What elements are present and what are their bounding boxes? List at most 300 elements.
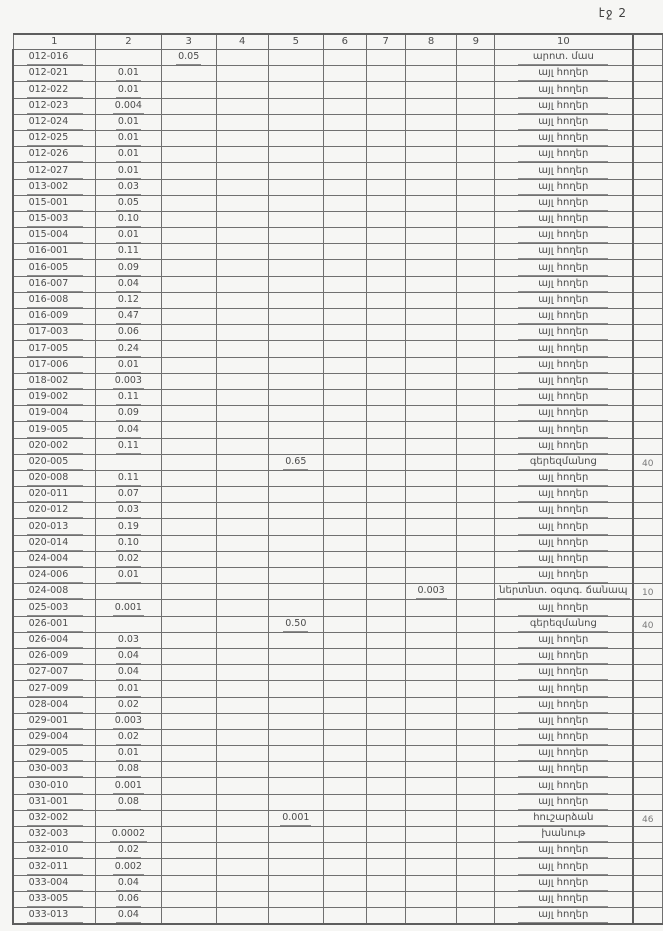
cell-col9 <box>457 843 495 859</box>
cell-col2 <box>96 82 162 98</box>
cell-col7 <box>366 535 405 551</box>
scanned-table-area <box>12 33 663 925</box>
cell-text: խանութ <box>518 828 608 842</box>
cell-col3 <box>161 907 216 924</box>
cell-col4 <box>216 487 268 503</box>
cell-col4 <box>216 827 268 843</box>
cell-col6 <box>324 746 366 762</box>
cell-col5 <box>268 568 324 584</box>
cell-col5 <box>268 373 324 389</box>
cell-col1 <box>13 729 96 745</box>
cell-col5 <box>268 98 324 114</box>
cell-col6 <box>324 244 366 260</box>
cell-col7 <box>366 794 405 810</box>
cell-col3 <box>161 551 216 567</box>
cell-text: այլ հողեր <box>518 84 608 98</box>
cell-col8 <box>405 406 457 422</box>
column-header-8: 8 <box>405 34 457 50</box>
cell-text: 016-007 <box>27 278 83 292</box>
cell-text: 0.01 <box>116 683 141 697</box>
cell-col3 <box>161 98 216 114</box>
cell-col1 <box>13 859 96 875</box>
cell-text: 0.003 <box>416 585 447 599</box>
column-header-1: 1 <box>13 34 96 50</box>
cell-col4 <box>216 551 268 567</box>
cell-col6 <box>324 98 366 114</box>
cell-text: այլ հողեր <box>518 391 608 405</box>
cell-col8 <box>405 487 457 503</box>
cell-col2 <box>96 665 162 681</box>
cell-text: այլ հողեր <box>518 796 608 810</box>
cell-col10 <box>495 357 633 373</box>
column-header-6: 6 <box>324 34 366 50</box>
cell-col4 <box>216 228 268 244</box>
table-row <box>13 438 663 454</box>
cell-col9 <box>457 50 495 66</box>
cell-col6 <box>324 907 366 924</box>
cell-col1 <box>13 891 96 907</box>
cell-text: 0.07 <box>116 488 141 502</box>
cell-col10 <box>495 632 633 648</box>
cell-text: 0.01 <box>116 67 141 81</box>
margin-note <box>633 470 663 486</box>
cell-col8 <box>405 195 457 211</box>
cell-col7 <box>366 810 405 826</box>
margin-note <box>633 827 663 843</box>
cell-text: 0.01 <box>116 747 141 761</box>
cell-text: այլ հողեր <box>518 326 608 340</box>
cell-col3 <box>161 276 216 292</box>
cell-text: 029-001 <box>27 715 83 729</box>
table-row <box>13 422 663 438</box>
margin-note <box>633 276 663 292</box>
cell-col8 <box>405 616 457 632</box>
cell-col3 <box>161 373 216 389</box>
cell-col3 <box>161 309 216 325</box>
cell-text: 027-009 <box>27 683 83 697</box>
table-row <box>13 778 663 794</box>
cell-col7 <box>366 487 405 503</box>
cell-text: այլ հողեր <box>518 553 608 567</box>
cell-text: 030-003 <box>27 763 83 777</box>
cell-col2 <box>96 244 162 260</box>
cell-col8 <box>405 147 457 163</box>
cell-col1 <box>13 163 96 179</box>
cell-col9 <box>457 470 495 486</box>
table-row <box>13 843 663 859</box>
cell-col7 <box>366 470 405 486</box>
cell-col6 <box>324 260 366 276</box>
column-header-2: 2 <box>96 34 162 50</box>
cell-col10 <box>495 891 633 907</box>
cell-col1 <box>13 794 96 810</box>
table-row <box>13 810 663 826</box>
cell-col8 <box>405 907 457 924</box>
cell-col1 <box>13 292 96 308</box>
cell-col10 <box>495 147 633 163</box>
cell-col1 <box>13 422 96 438</box>
margin-note <box>633 98 663 114</box>
cell-col1 <box>13 389 96 405</box>
cell-text: այլ հողեր <box>518 229 608 243</box>
cell-col6 <box>324 665 366 681</box>
cell-col1 <box>13 325 96 341</box>
cell-col3 <box>161 341 216 357</box>
cell-col7 <box>366 98 405 114</box>
cell-col5 <box>268 276 324 292</box>
margin-note <box>633 422 663 438</box>
cell-col7 <box>366 179 405 195</box>
cell-col5 <box>268 179 324 195</box>
cell-text: 015-003 <box>27 213 83 227</box>
cell-col2 <box>96 211 162 227</box>
cell-col3 <box>161 600 216 616</box>
cell-col6 <box>324 762 366 778</box>
cell-col9 <box>457 616 495 632</box>
cell-text: այլ հողեր <box>518 650 608 664</box>
cell-text: 0.06 <box>116 893 141 907</box>
cell-col10 <box>495 519 633 535</box>
cell-col8 <box>405 600 457 616</box>
cell-col1 <box>13 519 96 535</box>
cell-col10 <box>495 487 633 503</box>
table-row <box>13 470 663 486</box>
margin-note <box>633 697 663 713</box>
cell-col2 <box>96 616 162 632</box>
cell-col10 <box>495 50 633 66</box>
table-row <box>13 373 663 389</box>
cell-text: 032-003 <box>27 828 83 842</box>
cell-col5 <box>268 244 324 260</box>
cell-text: 012-025 <box>27 132 83 146</box>
table-row <box>13 406 663 422</box>
cell-col2 <box>96 147 162 163</box>
margin-note-header <box>633 34 663 50</box>
cell-col7 <box>366 681 405 697</box>
cell-col2 <box>96 454 162 470</box>
cell-col2 <box>96 276 162 292</box>
cell-col1 <box>13 843 96 859</box>
cell-col3 <box>161 195 216 211</box>
cell-col10 <box>495 746 633 762</box>
margin-note: 10 <box>633 584 663 600</box>
cell-col5 <box>268 810 324 826</box>
cell-col3 <box>161 487 216 503</box>
cell-text: 020-005 <box>27 456 83 470</box>
cell-col5 <box>268 163 324 179</box>
cell-col9 <box>457 373 495 389</box>
cell-text: 0.01 <box>116 132 141 146</box>
cell-col4 <box>216 309 268 325</box>
cell-col10 <box>495 389 633 405</box>
cell-col1 <box>13 470 96 486</box>
margin-note <box>633 179 663 195</box>
cell-text: այլ հողեր <box>518 100 608 114</box>
cell-col4 <box>216 438 268 454</box>
cell-col7 <box>366 82 405 98</box>
cell-col10 <box>495 697 633 713</box>
cell-col9 <box>457 260 495 276</box>
cell-col4 <box>216 454 268 470</box>
table-row <box>13 568 663 584</box>
cell-col8 <box>405 373 457 389</box>
column-header-4: 4 <box>216 34 268 50</box>
cell-col1 <box>13 827 96 843</box>
cell-col4 <box>216 98 268 114</box>
cell-text: 015-004 <box>27 229 83 243</box>
cell-text: 0.04 <box>116 278 141 292</box>
cell-text: 020-008 <box>27 472 83 486</box>
cell-text: այլ հողեր <box>518 262 608 276</box>
cell-col10 <box>495 827 633 843</box>
cell-text: 0.04 <box>116 877 141 891</box>
cell-col5 <box>268 681 324 697</box>
cell-col2 <box>96 114 162 130</box>
cell-text: այլ հողեր <box>518 148 608 162</box>
cell-col6 <box>324 406 366 422</box>
cell-text: 0.03 <box>116 634 141 648</box>
cell-col4 <box>216 616 268 632</box>
cell-col10 <box>495 665 633 681</box>
cell-col5 <box>268 325 324 341</box>
cell-col4 <box>216 244 268 260</box>
cell-col4 <box>216 114 268 130</box>
cell-text: 019-004 <box>27 407 83 421</box>
cell-col7 <box>366 697 405 713</box>
cell-col4 <box>216 681 268 697</box>
cell-col4 <box>216 503 268 519</box>
cell-text: այլ հողեր <box>518 569 608 583</box>
cell-col2 <box>96 357 162 373</box>
cell-col9 <box>457 211 495 227</box>
cell-col6 <box>324 778 366 794</box>
cell-col9 <box>457 309 495 325</box>
cell-col10 <box>495 503 633 519</box>
cell-col4 <box>216 357 268 373</box>
cell-col10 <box>495 130 633 146</box>
cell-text: այլ հողեր <box>518 844 608 858</box>
cell-col3 <box>161 810 216 826</box>
cell-col4 <box>216 762 268 778</box>
cell-text: այլ հողեր <box>518 359 608 373</box>
cell-col2 <box>96 130 162 146</box>
cell-col6 <box>324 438 366 454</box>
cell-text: 019-005 <box>27 424 83 438</box>
cell-text: այլ հողեր <box>518 602 608 616</box>
cell-col8 <box>405 568 457 584</box>
cell-col10 <box>495 179 633 195</box>
margin-note <box>633 309 663 325</box>
cell-col9 <box>457 729 495 745</box>
cell-text: 016-005 <box>27 262 83 276</box>
margin-note <box>633 244 663 260</box>
cell-col1 <box>13 438 96 454</box>
cell-col7 <box>366 568 405 584</box>
page-number-label: էջ 2 <box>598 6 627 20</box>
cell-col5 <box>268 519 324 535</box>
table-row <box>13 746 663 762</box>
cell-text: 026-004 <box>27 634 83 648</box>
cell-col7 <box>366 503 405 519</box>
cell-col6 <box>324 454 366 470</box>
cell-col7 <box>366 519 405 535</box>
cell-col2 <box>96 373 162 389</box>
table-row <box>13 551 663 567</box>
cell-col9 <box>457 276 495 292</box>
cell-col7 <box>366 454 405 470</box>
table-row <box>13 211 663 227</box>
cell-text: 0.09 <box>116 407 141 421</box>
cell-col4 <box>216 373 268 389</box>
cell-col6 <box>324 422 366 438</box>
cell-col5 <box>268 66 324 82</box>
cell-text: 017-006 <box>27 359 83 373</box>
cell-col7 <box>366 762 405 778</box>
table-row <box>13 794 663 810</box>
cell-text: 0.01 <box>116 165 141 179</box>
margin-note: 40 <box>633 454 663 470</box>
cell-col2 <box>96 843 162 859</box>
cell-col7 <box>366 211 405 227</box>
cell-col7 <box>366 228 405 244</box>
cell-col10 <box>495 810 633 826</box>
table-row <box>13 681 663 697</box>
cell-col4 <box>216 130 268 146</box>
margin-note <box>633 66 663 82</box>
cell-col2 <box>96 827 162 843</box>
cell-text: այլ հողեր <box>518 861 608 875</box>
cell-text: 0.08 <box>116 763 141 777</box>
cell-col1 <box>13 810 96 826</box>
cell-col6 <box>324 292 366 308</box>
cell-col2 <box>96 713 162 729</box>
cell-col7 <box>366 665 405 681</box>
cell-col9 <box>457 66 495 82</box>
cell-col2 <box>96 292 162 308</box>
cell-col6 <box>324 697 366 713</box>
cell-col5 <box>268 114 324 130</box>
cell-col10 <box>495 114 633 130</box>
cell-col6 <box>324 325 366 341</box>
cell-col10 <box>495 875 633 891</box>
cell-col10 <box>495 762 633 778</box>
cell-col6 <box>324 681 366 697</box>
cell-text: 032-002 <box>27 812 83 826</box>
cell-col8 <box>405 891 457 907</box>
cell-col8 <box>405 794 457 810</box>
cell-col3 <box>161 875 216 891</box>
cell-col6 <box>324 535 366 551</box>
cell-col5 <box>268 292 324 308</box>
cell-col2 <box>96 681 162 697</box>
margin-note <box>633 195 663 211</box>
cell-col9 <box>457 827 495 843</box>
cell-text: այլ հողեր <box>518 909 608 923</box>
cell-col4 <box>216 260 268 276</box>
cell-col5 <box>268 422 324 438</box>
cell-col2 <box>96 762 162 778</box>
margin-note <box>633 406 663 422</box>
table-row <box>13 389 663 405</box>
cell-col1 <box>13 341 96 357</box>
cell-col4 <box>216 406 268 422</box>
margin-note <box>633 260 663 276</box>
cell-text: 033-013 <box>27 909 83 923</box>
cell-col1 <box>13 681 96 697</box>
cell-col1 <box>13 762 96 778</box>
cell-col6 <box>324 373 366 389</box>
cell-text: 0.04 <box>116 909 141 923</box>
cell-col1 <box>13 907 96 924</box>
cell-col6 <box>324 389 366 405</box>
table-row <box>13 309 663 325</box>
cell-col8 <box>405 470 457 486</box>
cell-text: 020-012 <box>27 504 83 518</box>
cell-text: 020-011 <box>27 488 83 502</box>
cell-col4 <box>216 389 268 405</box>
cell-text: այլ հողեր <box>518 537 608 551</box>
cell-text: 0.06 <box>116 326 141 340</box>
cell-col3 <box>161 535 216 551</box>
cell-text: այլ հողեր <box>518 375 608 389</box>
cell-col10 <box>495 309 633 325</box>
cell-col7 <box>366 827 405 843</box>
cell-col10 <box>495 98 633 114</box>
cell-text: 0.11 <box>116 391 141 405</box>
cell-col2 <box>96 810 162 826</box>
cell-col8 <box>405 66 457 82</box>
cell-col1 <box>13 713 96 729</box>
cell-col10 <box>495 794 633 810</box>
cell-col3 <box>161 389 216 405</box>
cell-col6 <box>324 276 366 292</box>
cell-col4 <box>216 82 268 98</box>
cell-col9 <box>457 891 495 907</box>
cell-text: 0.04 <box>116 666 141 680</box>
margin-note <box>633 681 663 697</box>
cell-col10 <box>495 406 633 422</box>
cell-col5 <box>268 729 324 745</box>
cell-col6 <box>324 859 366 875</box>
margin-note <box>633 746 663 762</box>
margin-note <box>633 891 663 907</box>
cell-col8 <box>405 357 457 373</box>
cell-col8 <box>405 114 457 130</box>
cell-col3 <box>161 713 216 729</box>
cell-col2 <box>96 778 162 794</box>
cell-col1 <box>13 373 96 389</box>
cell-col7 <box>366 389 405 405</box>
cell-col5 <box>268 746 324 762</box>
cell-text: 033-004 <box>27 877 83 891</box>
cell-col1 <box>13 50 96 66</box>
cell-text: 0.0002 <box>110 828 147 842</box>
table-row <box>13 325 663 341</box>
cell-col9 <box>457 114 495 130</box>
cell-text: այլ հողեր <box>518 213 608 227</box>
table-row <box>13 907 663 924</box>
cell-text: 0.02 <box>116 699 141 713</box>
cell-col1 <box>13 357 96 373</box>
cell-text: 019-002 <box>27 391 83 405</box>
cell-col8 <box>405 260 457 276</box>
cell-text: 0.24 <box>116 343 141 357</box>
cell-col4 <box>216 778 268 794</box>
cell-col4 <box>216 325 268 341</box>
cell-col7 <box>366 438 405 454</box>
margin-note <box>633 438 663 454</box>
cell-text: այլ հողեր <box>518 424 608 438</box>
